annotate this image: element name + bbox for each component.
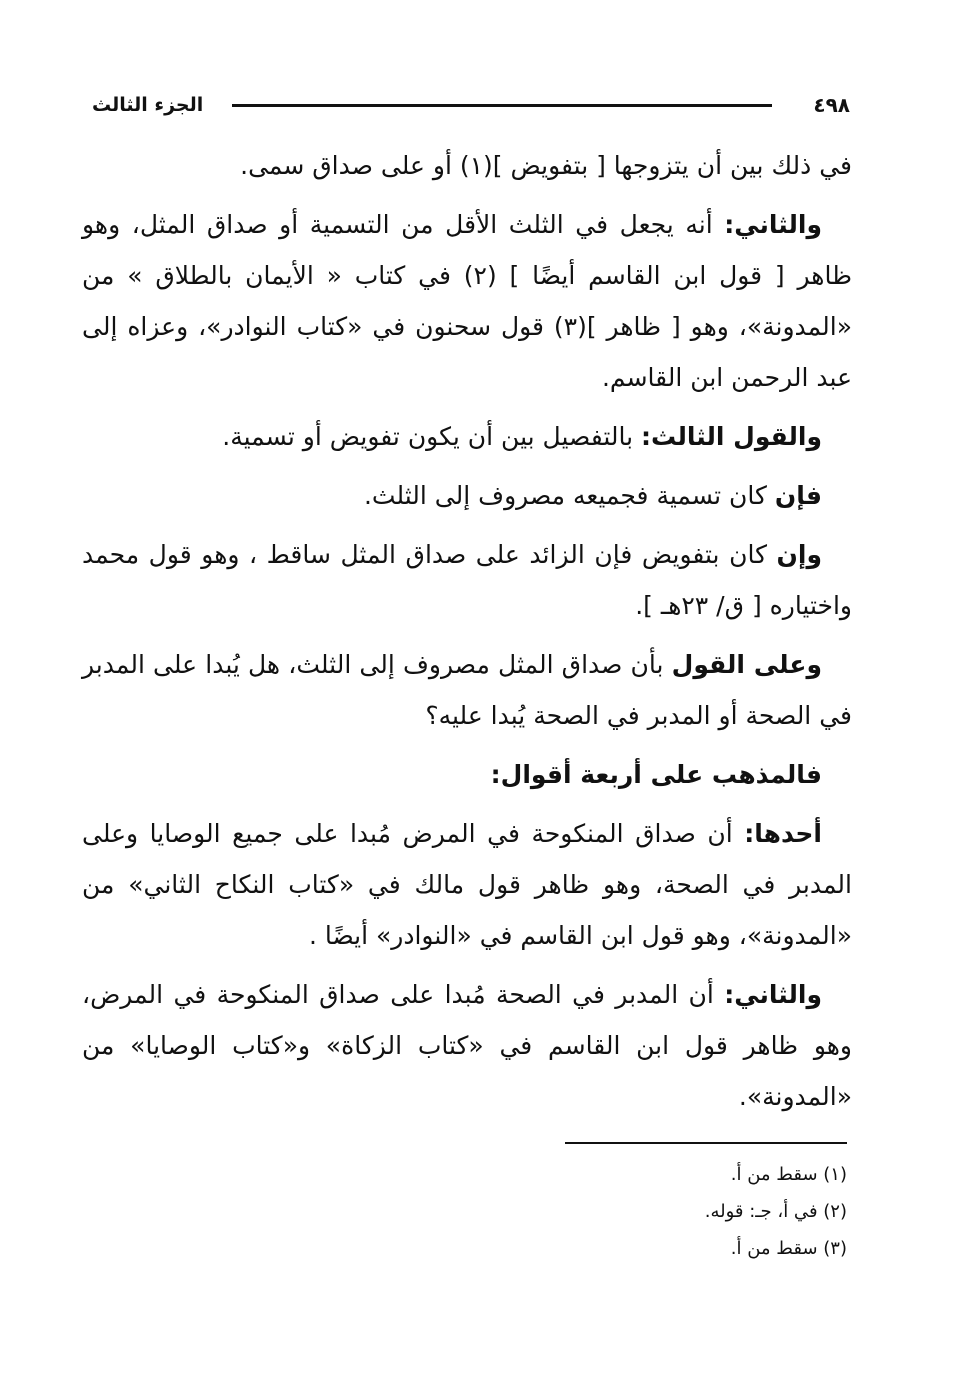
header-rule [232, 104, 772, 107]
footnote-2: (٢) في أ، جـ: قوله. [704, 1201, 847, 1222]
page-header [92, 92, 850, 122]
paragraph-3 [82, 411, 852, 462]
paragraph-4-text: كان تسمية فجميعه مصروف إلى الثلث. [363, 481, 775, 510]
paragraph-5-text: كان بتفويض فإن الزائد على صداق المثل ساقط ، وهو قول محمد واختياره [ ق/ ٢٣هـ ]. [82, 540, 852, 620]
section-heading: فالمذهب على أربعة أقوال: [490, 760, 822, 789]
paragraph-2-text: أنه يجعل في الثلث الأقل من التسمية أو صداق المثل، وهو ظاهر [ قول ابن القاسم أيضًا ] (٢) في كتاب « الأيمان بالطلاق » من «المدونة»، وهو [ ظاهر ](٣) قول سحنون في «كتاب النوادر»، وعزاه إلى عبد الرحمن ابن القاسم. [82, 210, 852, 392]
main-text [82, 140, 852, 1130]
paragraph-8-lead: أحدها: [744, 819, 822, 848]
running-title: الجزء الثالث [92, 94, 204, 116]
paragraph-4 [82, 470, 852, 521]
paragraph-5-lead: وإن [776, 540, 822, 569]
paragraph-9-text: أن المدبر في الصحة مُبدا على صداق المنكوحة في المرض، وهو ظاهر قول ابن القاسم في «كتاب الزكاة» و«كتاب الوصايا» من «المدونة». [82, 980, 852, 1111]
footnote-separator [565, 1142, 847, 1144]
paragraph-9-lead: والثاني: [724, 980, 822, 1009]
paragraph-3-text: بالتفصيل بين أن يكون تفويض أو تسمية. [222, 422, 642, 451]
paragraph-6-lead: وعلى القول [671, 650, 822, 679]
paragraph-9 [82, 969, 852, 1122]
page-number: ٤٩٨ [813, 93, 850, 117]
footnotes [347, 1156, 847, 1267]
paragraph-6-text: بأن صداق المثل مصروف إلى الثلث، هل يُبدا على المدبر في الصحة أو المدبر في الصحة يُبدا عليه؟ [82, 650, 852, 730]
footnote-3: (٣) سقط من أ. [730, 1238, 847, 1259]
paragraph-4-lead: فإن [774, 481, 822, 510]
paragraph-6 [82, 639, 852, 741]
paragraph-3-lead: والقول الثالث: [641, 422, 822, 451]
paragraph-8 [82, 808, 852, 961]
footnote-1: (١) سقط من أ. [730, 1164, 847, 1185]
paragraph-2-lead: والثاني: [724, 210, 822, 239]
paragraph-2 [82, 199, 852, 403]
paragraph-1: في ذلك بين أن يتزوجها [ بتفويض ](١) أو على صداق سمى. [240, 151, 852, 180]
paragraph-8-text: أن صداق المنكوحة في المرض مُبدا على جميع الوصايا وعلى المدبر في الصحة، وهو ظاهر قول مالك في «كتاب النكاح الثاني» من «المدونة»، وهو قول ابن القاسم في «النوادر» أيضًا . [82, 819, 852, 950]
paragraph-5 [82, 529, 852, 631]
